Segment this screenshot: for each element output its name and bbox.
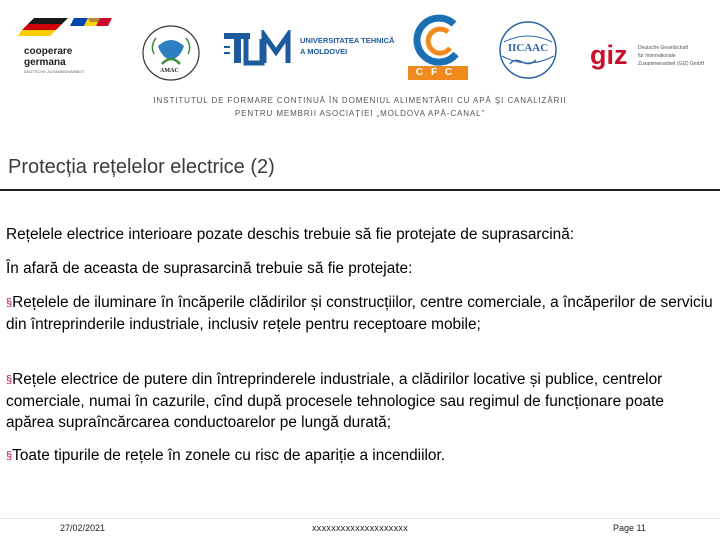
intro-paragraph: Rețelele electrice interioare pozate deschis trebuie să fie protejate de suprasarcină:	[6, 226, 575, 243]
utm-line2: A MOLDOVEI	[300, 47, 348, 56]
amac-logo	[140, 24, 202, 82]
bullet-marker-icon: §	[6, 297, 13, 309]
utm-logo	[224, 30, 399, 70]
footer-date: 27/02/2021	[60, 523, 106, 533]
amac-label: AMAC	[160, 68, 179, 74]
header-line-2: PENTRU MEMBRII ASOCIAȚIEI „MOLDOVA APĂ-CANAL”	[234, 109, 486, 118]
cooperare-germana-logo	[18, 14, 118, 76]
footer-divider	[0, 518, 720, 519]
giz-logo	[590, 40, 716, 76]
cfc-logo	[404, 14, 474, 82]
bullet-item	[6, 445, 714, 467]
bullet-marker-icon: §	[6, 374, 13, 386]
bullet-item	[6, 369, 714, 433]
iicaac-logo	[492, 20, 564, 80]
cfc-swirl-icon	[404, 14, 474, 66]
slide-title: Protecția rețelelor electrice (2)	[8, 156, 275, 178]
giz-line1: Deutsche Gesellschaft	[638, 45, 689, 51]
intro-paragraph-2: În afară de aceasta de suprasarcină trebuie să fie protejate:	[6, 260, 413, 277]
bullet-text: Rețele electrice de putere din întreprinderele industriale, a clădirilor locative și publice, centrelor comerciale, numai în cazurile, cînd după procesele tehnologice sau regimul de funcționare poate apărea supraîncărcarea conductoarelor pe lungă durată;	[6, 371, 664, 431]
logo-strip	[0, 0, 720, 92]
bullet-marker-icon: §	[6, 450, 13, 462]
title-divider	[0, 189, 720, 191]
cooperare-line3: DEUTSCHE ZUSAMMENARBEIT	[24, 69, 85, 74]
bullet-text: Rețelele de iluminare în încăperile clădirilor și construcțiilor, centre comerciale, a încăperilor de serviciu din întreprinderile industriale, inclusiv rețele pentru receptoare mobile;	[6, 294, 713, 333]
footer-page-number: Page 11	[613, 523, 646, 533]
utm-monogram-icon	[224, 30, 296, 66]
bullet-text: Toate tipurile de rețele în zonele cu risc de apariție a incendiilor.	[12, 447, 446, 464]
giz-wordmark: giz	[590, 40, 628, 70]
giz-line3: Zusammenarbeit (GIZ) GmbH	[638, 61, 705, 67]
header-line-1: INSTITUTUL DE FORMARE CONTINUĂ ÎN DOMENIUL ALIMENTĂRII CU APĂ ŞI CANALIZĂRII	[153, 96, 567, 105]
cooperare-line2: germana	[24, 57, 66, 68]
utm-line1: UNIVERSITATEA TEHNICĂ	[300, 36, 395, 45]
cooperare-line1: cooperare	[24, 46, 73, 57]
footer-center-text: xxxxxxxxxxxxxxxxxxxx	[312, 523, 408, 533]
giz-line2: für Internationale	[638, 53, 676, 59]
iicaac-label: IICAAC	[507, 42, 549, 54]
bullet-item	[6, 292, 714, 335]
cfc-label: CFC	[415, 67, 461, 78]
